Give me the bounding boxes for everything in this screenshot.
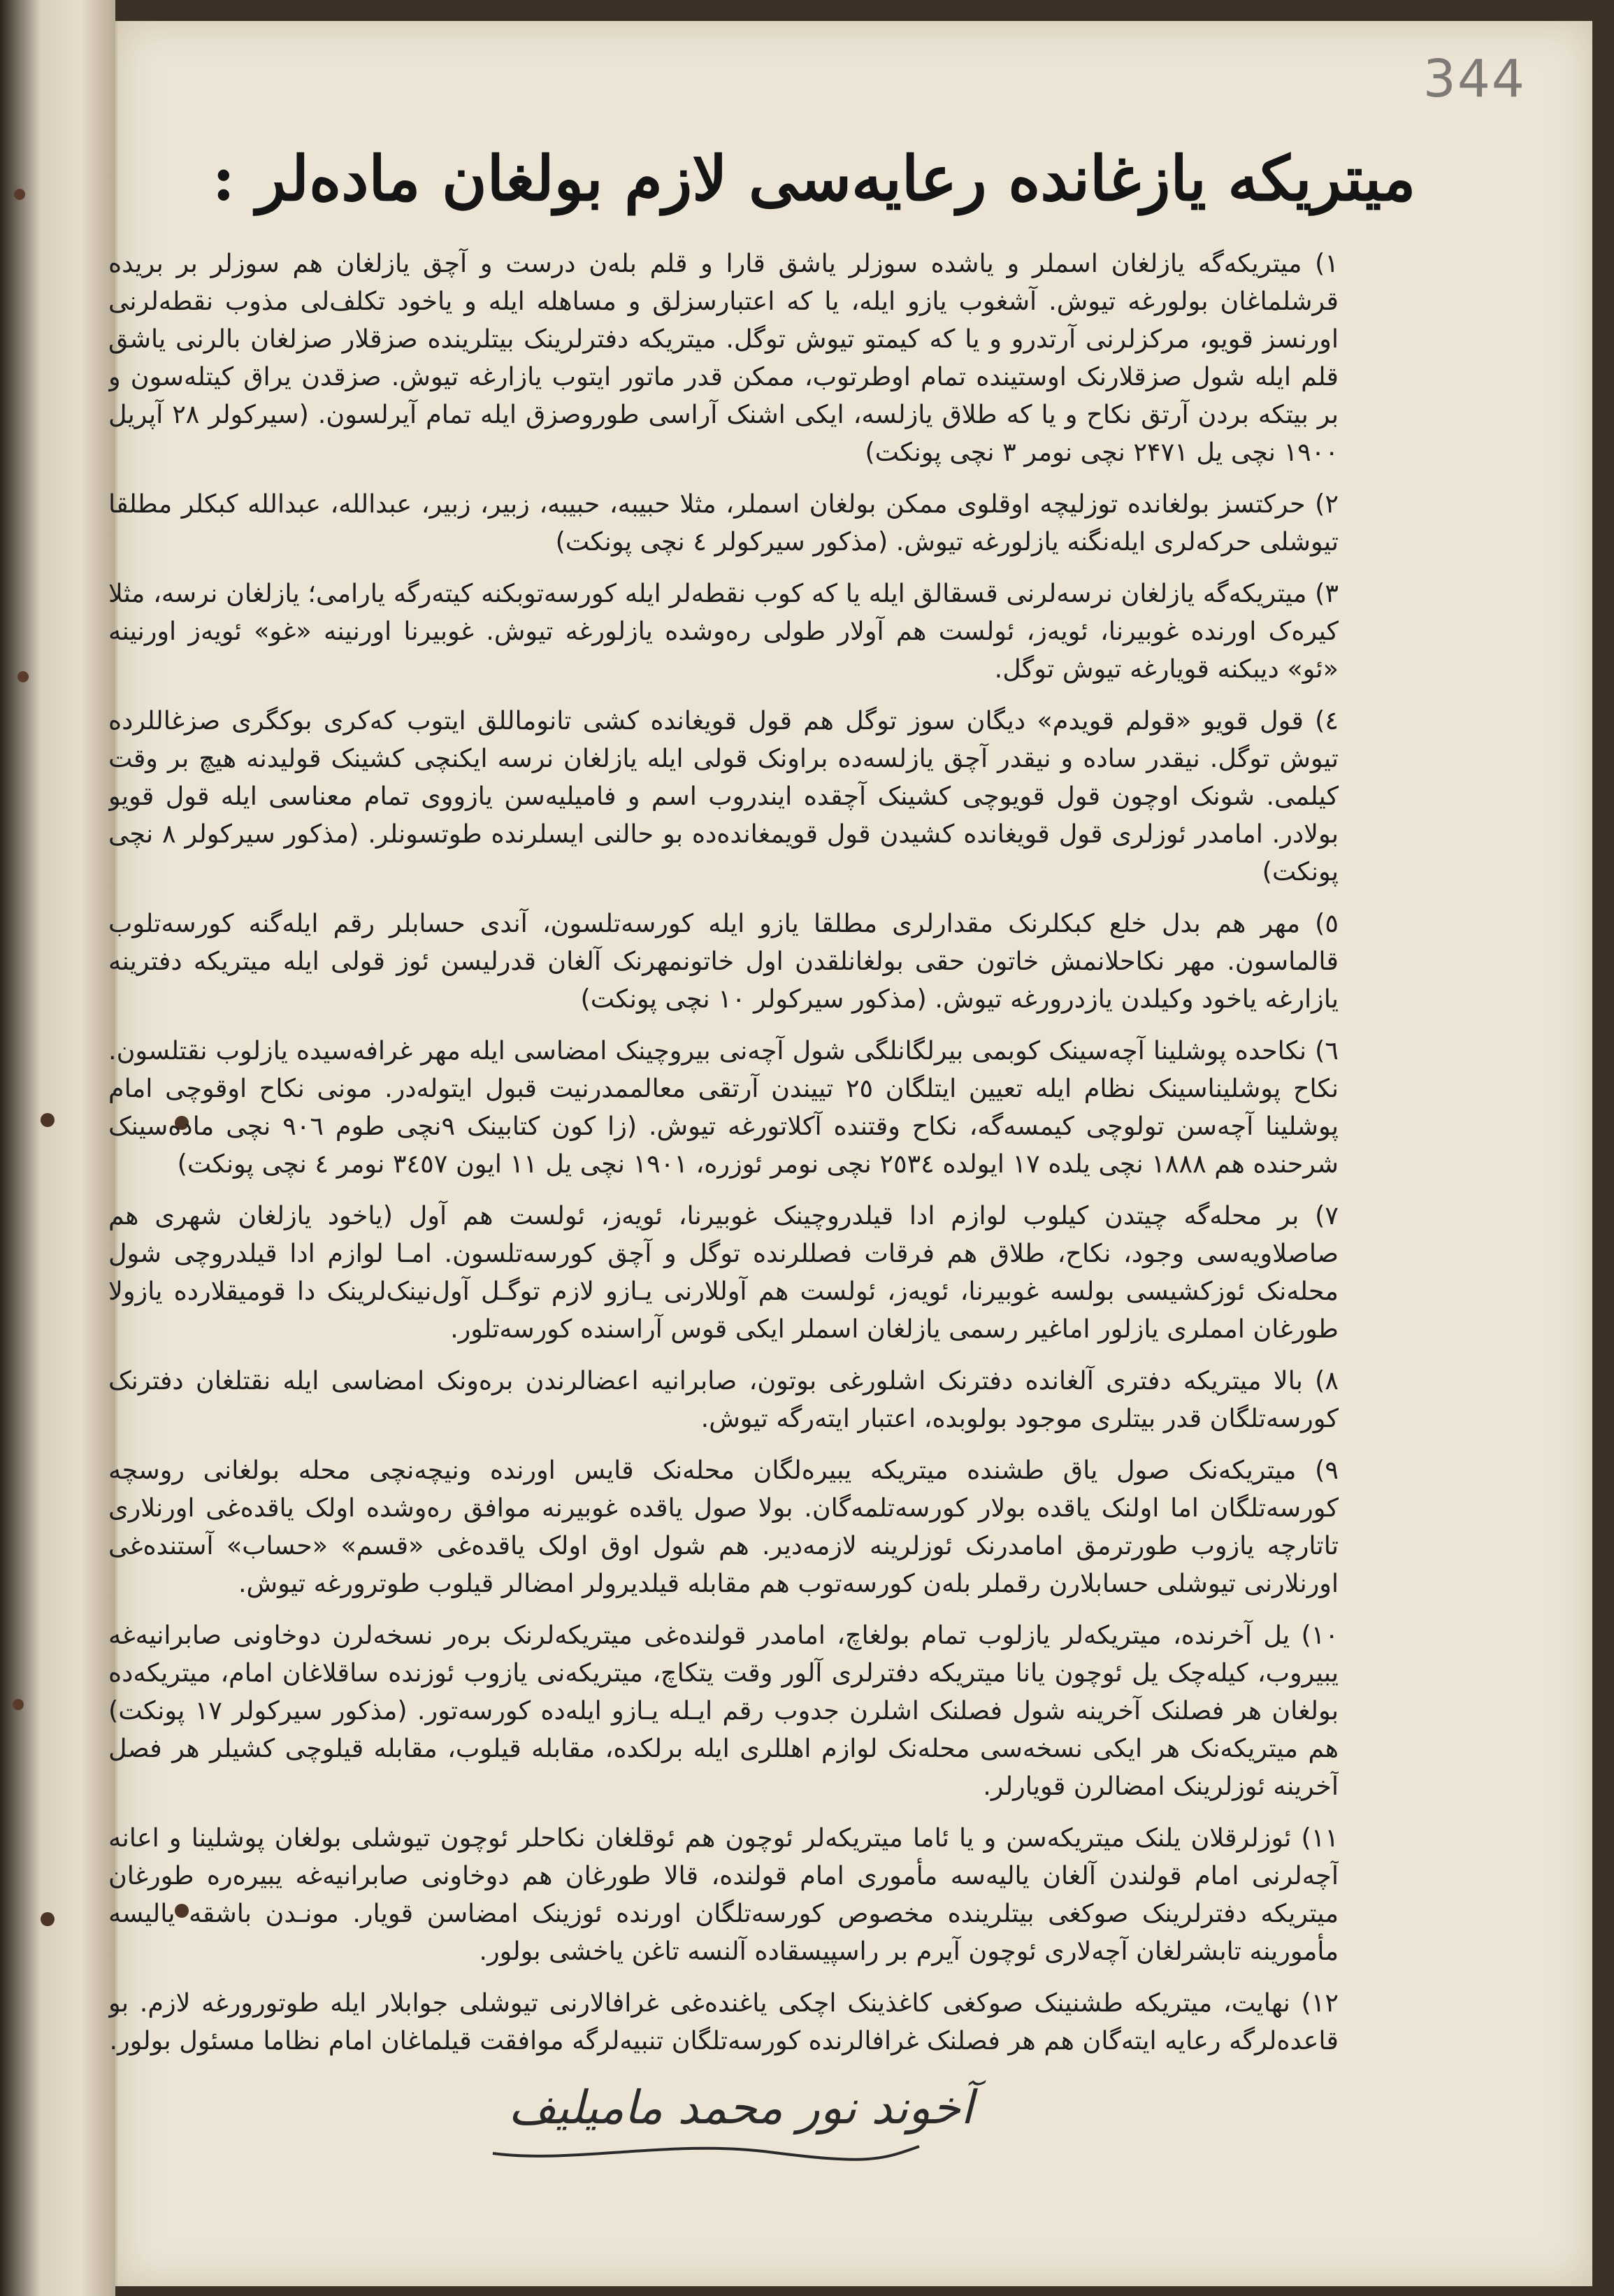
signature-flourish [489, 2132, 923, 2167]
paragraph-8: ۸) بالا میتریکه دفتری آلغانده دفترنک اشلورغی بوتون، صابرانیه اعضالرندن بره‌ونک امضاسی ایله نقتلغان دفترنک کورسه‌تلگان قدر بیتلری موجود بولوبده، اعتبار ایته‌رگه تیوش. [108, 1365, 1339, 1433]
document-title: میتریکه یازغانده رعایه‌سی لازم بولغان ماده‌لر : [212, 142, 1416, 215]
paragraph-9: ۹) میتریکه‌نک صول یاق طشنده میتریکه یبیره‌لگان محله‌نک قایس اورنده ونیچه‌نچی محله بولغانی روسچه کورسه‌تلگان اما اولنک یاقده بولار کورسه‌تلمه‌گان. بولا صول یاقده غوبیرنه موافق ره‌وشده اولک یاقده‌غی اورنلاری تاتارچه یازوب طورترمق امامدرنک ئوزلرینه لازمه‌دیر. هم شول اوق اولک یاقده‌غی «قسم» «حساب» آستنده‌غی اورنلارنی تیوشلی حسابلارن رقملر بله‌ن کورسه‌توب هم مقابله قیلدیرولر امضالر قیلوب طوترورغه تیوش. [108, 1455, 1339, 1598]
binding-stain [14, 189, 25, 200]
binding-stain [13, 1699, 24, 1710]
document-body [108, 245, 1339, 2055]
paragraph-6: ٦) نکاحده پوشلینا آچه‌سینک کوبمی بیرلگانلگی شول آچه‌نی بیروچینک امضاسی ایله مهر غرافه‌سیده یازلوب نقتلسون. نکاح پوشلیناسینک نظام ایله تعیین ایتلگان ۲٥ تییندن آرتقی معالممدرنیت قبول ایتوله‌در. مونی نکاح اوقوچی امام پوشلینا آچه‌سن تولوچی کیمسه‌گه، نکاح وقتنده آکلاتورغه تیوش. (زا کون کتابینک ۹نچی طوم ۹۰٦ نچی ماده‌سینک شرحنده هم ۱۸۸۸ نچی یلده ۱۷ ایولده ۲٥۳٤ نچی نومر ئوزره، ۱۹۰۱ نچی یل ۱۱ ایون ۳٤٥۷ نومر ٤ نچی پونکت) [108, 1035, 1339, 1179]
paragraph-1: ۱) میتریکه‌گه یازلغان اسملر و یاشده سوزلر یاشق قارا و قلم بله‌ن درست و آچق یازلغان هم سوزلر بر بریده قرشلماغان بولورغه تیوش. آشغوب یازو ایله، یا که اعتبارسزلق و مساهله ایله و یاخود تکلف‌لی مذوب نقطه‌لرنی اورنسز قویو، مرکزلرنی آرتدرو و یا که کیمتو تیوش توگل. میتریکه دفترلرینک بیتلرینده صزقلار صزلغان بالرنی یاشق قلم ایله شول صزقلارنک اوستینده تمام اوطرتوب، ممکن قدر ماتور ایتوب یازارغه تیوش. صزقدن یراق کیتله‌سون و بر بیتکه بردن آرتق نکاح و یا که طلاق یازلسه، ایکی اشنک آراسی طوروصزق ایله تمام آیرلسون. (سیرکولر ۲۸ آپریل ۱۹۰۰ نچی یل ۲۴۷۱ نچی نومر ۳ نچی پونکت) [108, 248, 1339, 467]
paragraph-5: ٥) مهر هم بدل خلع کبکلرنک مقدارلری مطلقا یازو ایله کورسه‌تلسون، آندی حسابلر رقم ایله‌گنه کورسه‌تلوب قالماسون. مهر نکاحلانمش خاتون حقی بولغانلقدن اول خاتونمهرنک آلغان قدرلیسن ئوز قولی ایله میتریکه دفترینه یازارغه یاخود وکیلدن یازدرورغه تیوش. (مذکور سیرکولر ۱۰ نچی پونکت) [108, 908, 1339, 1014]
paragraph-3: ۳) میتریکه‌گه یازلغان نرسه‌لرنی قسقالق ایله یا که کوب نقطه‌لر ایله کورسه‌توبکنه کیته‌رگه یارامی؛ یازلغان نرسه، مثلا کیره‌ک اورنده غوبیرنا، ئویه‌ز، ئولست هم آولار طولی ره‌وشده یازلورغه تیوش. غوبیرنا اورنینه «غو» ئویه‌ز اورنینه «ئو» دیبکنه قویارغه تیوش توگل. [108, 578, 1339, 684]
binding-stain [17, 671, 29, 682]
folio-number: 344 [1422, 49, 1526, 109]
signature: آخوند نور محمد مامیلیف [508, 2081, 974, 2134]
binding-hole [41, 1912, 55, 1926]
paragraph-4: ٤) قول قویو «قولم قویدم» دیگان سوز توگل هم قول قویغانده کشی تانوماللق ایتوب که‌کری بوکگری صزغاللرده تیوش توگل. نیقدر ساده و نیقدر آچق یازلسه‌ده براونک قولی ایله یازلغان نرسه ایکنچی کشینک قولیدنه هیچ بر وقت کیلمی. شونک اوچون قول قویوچی کشینک آچقده ایندروب اسم و فامیلیه‌سن یازووی تمام معناسی ایله قول قویو بولادر. امامدر ئوزلری قول قویغانده کشیدن قول قویمغانده‌ده بو حالنی ایسلرنده طوتسونلر. (مذکور سیرکولر ۸ نچی پونکت) [108, 705, 1339, 887]
paragraph-11: ۱۱) ئوزلرقلان یلنک میتریکه‌سن و یا ئاما میتریکه‌لر ئوچون هم ئوقلغان نکاحلر ئوچون تیوشلی بولغان پوشلینا و اعانه آچه‌لرنی امام قولندن آلغان یالیه‌سه مأموری امام قولنده، قالا طورغان هم دوخاونی صابرانیه‌غه یبیره‌ره طورغان میتریکه دفترلرینک صوکغی بیتلرینده مخصوص کورسه‌تلگان اورنده ئوزینک امضاسن قویار. مونـدن باشقه یالیسه مأمورینه تابشرلغان آچه‌لاری ئوچون آیرم بر راسپیسقاده آلنسه تاغن یاخشی بولور. [108, 1823, 1339, 1966]
paragraph-10: ۱۰) یل آخرنده، میتریکه‌لر یازلوب تمام بولغاچ، امامدر قولنده‌غی میتریکه‌لرنک بره‌ر نسخه‌لرن دوخاونی صابرانیه‌غه یبیروب، کیله‌چک یل ئوچون یانا میتریکه دفترلری آلور وقت یتکاچ، میتریکه‌نی یازوب ئوزنده ساقلاغان امام، میتریکه‌ده بولغان هر فصلنک آخرینه شول فصلنک اشلرن جدوب رقم ایـله یـازو ایله‌ده کورسه‌تور. (مذکور سیرکولر ۱۷ پونکت) هم میتریکه‌نک هر ایکی نسخه‌سی محله‌نک لوازم اهللری ایله برلکده، مقابله قیلوب، مقابله قیلوچی کشیلر هر فصل آخرینه ئوزلرینک امضالرن قویارلر. [108, 1620, 1339, 1801]
paragraph-7: ۷) بر محله‌گه چیتدن کیلوب لوازم ادا قیلدروچینک غوبیرنا، ئویه‌ز، ئولست هم آول (یاخود یازلغان شهری هم صاصلاویه‌سی وجود، نکاح، طلاق هم فرقات فصللرنده توگل و آچق کورسه‌تلسون. امـا لوازم ادا قیلدروچی شول محله‌نک ئوزکشیسی بولسه غوبیرنا، ئویه‌ز، ئولست هم آوللارنی یـازو لازم توگـل آول‌نینک‌لرینک دا قومیقلارده یازولا طورغان امملری یازلور اماغیر رسمی یازلغان اسملر ایکی قوس آراسنده کورسه‌تلور. [108, 1200, 1339, 1344]
paragraph-2: ۲) حرکتسز بولغانده توزلیچه اوقلوی ممکن بولغان اسملر، مثلا حبیبه، حبیبه، زبیر، زبیر، عبدالله، عبدالله کبکلر مطلقا تیوشلی حرکه‌لری ایله‌نگنه یازلورغه تیوش. (مذکور سیرکولر ٤ نچی پونکت) [108, 489, 1339, 557]
paragraph-12: ۱۲) نهایت، میتریکه طشنینک صوکغی کاغذینک اچکی یاغنده‌غی غرافالارنی تیوشلی جوابلار ایله طوتورورغه لازم. بو قاعده‌لرگه رعایه ایته‌گان هم هر فصلنک غرافالرنده کورسه‌تلگان تنبیه‌لرگه موافقت قیلماغان امام نظاما مسئول بولور. [108, 1988, 1339, 2055]
book-binding [0, 0, 115, 2296]
binding-hole [41, 1113, 55, 1127]
